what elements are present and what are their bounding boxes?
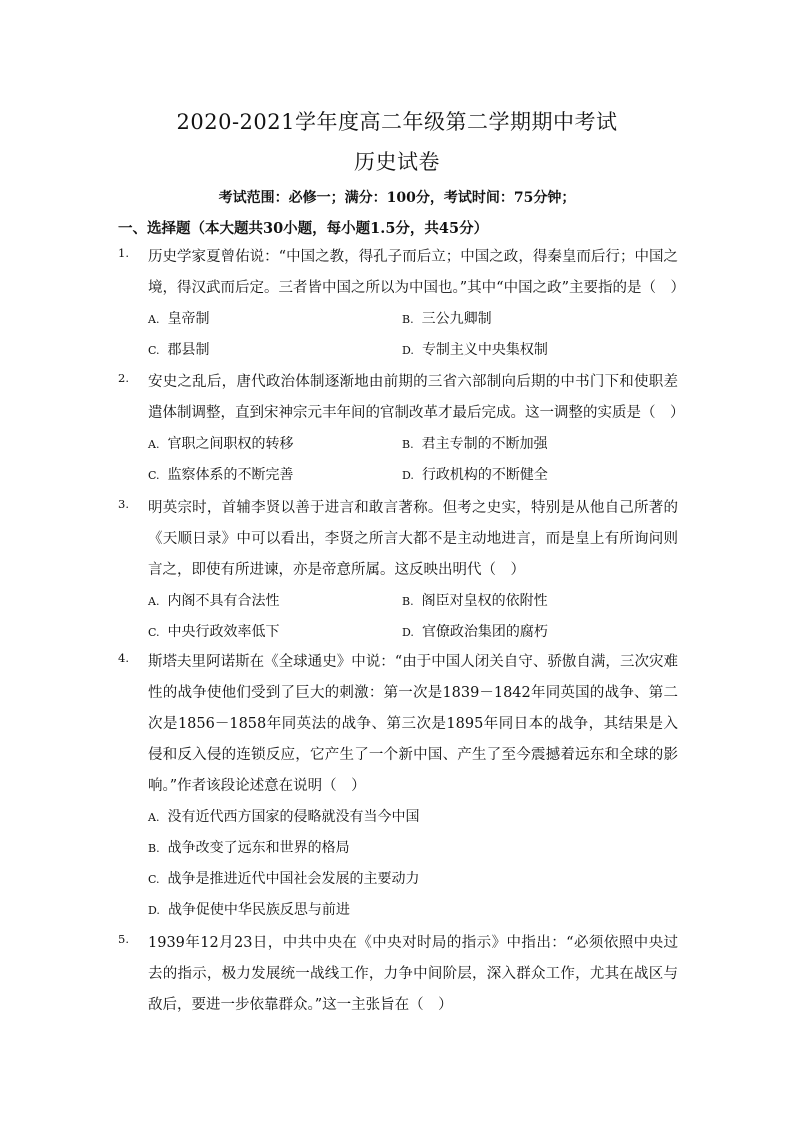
question-text: 明英宗时，首辅李贤以善于进言和敢言著称。但考之史实，特别是从他自己所著的《天顺日录》中可以看出，李贤之所言大都不是主动地进言，而是皇上有所询问则言之，即使有所进谏，亦是帝意所属。这反映出明代（ ）: [148, 500, 678, 578]
option-c[interactable]: C. 监察体系的不断完善: [148, 467, 294, 483]
option-b[interactable]: B. 三公九卿制: [402, 311, 492, 327]
question-text: 历史学家夏曾佑说：“中国之教，得孔子而后立；中国之政，得秦皇而后行；中国之境，得汉武而后定。三者皆中国之所以为中国也。”其中“中国之政”主要指的是（ ）: [148, 249, 685, 296]
option-a[interactable]: A. 官职之间职权的转移: [148, 436, 294, 452]
question-number: 5.: [118, 932, 129, 946]
option-b[interactable]: B. 君主专制的不断加强: [402, 436, 548, 452]
question-number: 4.: [118, 651, 129, 665]
options: [148, 802, 678, 926]
option-d[interactable]: D. 专制主义中央集权制: [402, 342, 548, 358]
question-text: 斯塔夫里阿诺斯在《全球通史》中说：“由于中国人闭关自守、骄傲自满，三次灾难性的战争使他们受到了巨大的刺激：第一次是1839－1842年同英国的战争、第二次是1856－1858年同英法的战争、第三次是1895年同日本的战争，其结果是入侵和反入侵的连锁反应，它产生了一个新中国、产生了至今震撼着远东和全球的影响。”作者该段论述意在说明（ ）: [148, 654, 678, 794]
option-d[interactable]: D. 行政机构的不断健全: [402, 467, 548, 483]
question-2: [118, 367, 685, 491]
exam-scope: 考试范围：必修一；满分：100分，考试时间：75分钟；: [218, 190, 576, 206]
options: [148, 429, 678, 491]
option-c[interactable]: C. 中央行政效率低下: [148, 624, 280, 640]
question-5: [118, 928, 678, 1021]
question-number: 3.: [118, 497, 129, 511]
option-a[interactable]: A. 皇帝制: [148, 311, 210, 327]
option-b[interactable]: B. 阁臣对皇权的依附性: [402, 593, 548, 609]
question-1: [118, 242, 685, 366]
option-b[interactable]: B. 战争改变了远东和世界的格局: [148, 840, 350, 856]
section-heading: 一、选择题（本大题共30小题，每小题1.5分，共45分）: [118, 220, 489, 237]
exam-subtitle: 历史试卷: [354, 150, 440, 174]
question-4: [118, 647, 678, 926]
option-d[interactable]: D. 战争促使中华民族反思与前进: [148, 902, 350, 918]
question-text: 安史之乱后，唐代政治体制逐渐地由前期的三省六部制向后期的中书门下和使职差遣体制调整，直到宋神宗元丰年间的官制改革才最后完成。这一调整的实质是（ ）: [148, 374, 685, 421]
question-3: [118, 493, 678, 648]
option-d[interactable]: D. 官僚政治集团的腐朽: [402, 624, 548, 640]
question-number: 1.: [118, 246, 129, 260]
option-c[interactable]: C. 郡县制: [148, 342, 210, 358]
option-a[interactable]: A. 内阁不具有合法性: [148, 593, 280, 609]
option-c[interactable]: C. 战争是推进近代中国社会发展的主要动力: [148, 871, 420, 887]
option-a[interactable]: A. 没有近代西方国家的侵略就没有当今中国: [148, 809, 420, 825]
question-number: 2.: [118, 371, 129, 385]
question-text: 1939年12月23日，中共中央在《中央对时局的指示》中指出：“必须依照中央过去的指示，极力发展统一战线工作，力争中间阶层，深入群众工作，尤其在战区与敌后，要进一步依靠群众。”这一主张旨在（ ）: [148, 935, 678, 1013]
options: [148, 304, 678, 366]
exam-title: 2020-2021学年度高二年级第二学期期中考试: [176, 110, 618, 134]
options: [148, 586, 678, 648]
